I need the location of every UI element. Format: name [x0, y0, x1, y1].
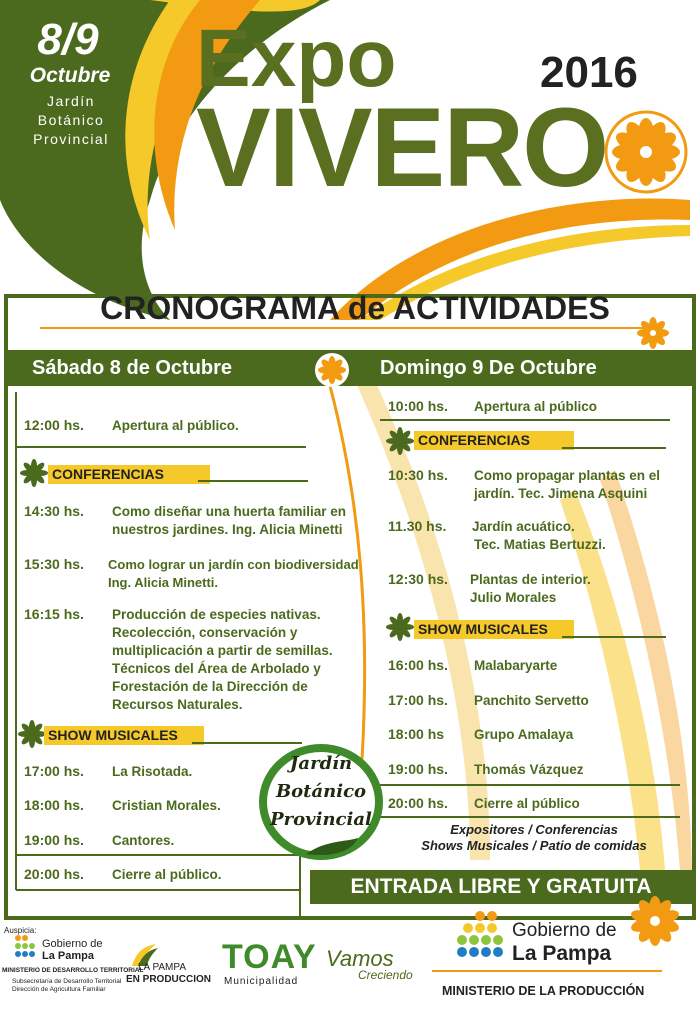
sun-shows-label: SHOW MUSICALES — [414, 620, 574, 639]
desc-line: Como propagar plantas en el — [474, 468, 661, 483]
sat-shows-label: SHOW MUSICALES — [44, 726, 204, 745]
gov-logo-small — [42, 938, 103, 962]
sat-show-time: 19:00 hs. — [24, 832, 84, 848]
divider — [432, 970, 662, 972]
sun-show-name: Grupo Amalaya — [474, 727, 574, 742]
sun-opening-time: 10:00 hs. — [388, 398, 448, 414]
event-year: 2016 — [540, 48, 638, 97]
badge-text — [256, 750, 386, 834]
dots-logo-icon — [456, 910, 510, 964]
gov-logo-big-line2: La Pampa — [512, 942, 612, 965]
event-month: Octubre — [29, 64, 111, 87]
sat-conf-desc — [112, 503, 346, 539]
toay-subtitle: Municipalidad — [224, 976, 299, 987]
subsecretaria-text: Subsecretaría de Desarrollo Territorial — [12, 978, 122, 985]
desc-line: Ing. Alicia Minetti. — [108, 575, 219, 590]
sat-show-time: 17:00 hs. — [24, 763, 84, 779]
gov-logo-big-line1: Gobierno de — [512, 920, 617, 941]
sunday-heading: Domingo 9 De Octubre — [380, 357, 597, 379]
flower-icon — [636, 316, 670, 350]
sat-conf-desc — [108, 556, 359, 592]
sun-closing-time: 20:00 hs. — [388, 795, 448, 811]
services-note — [384, 822, 684, 854]
desc-line: Jardín acuático. — [472, 519, 575, 534]
divider — [380, 419, 670, 421]
ministry-production: MINISTERIO DE LA PRODUCCIÓN — [442, 984, 645, 998]
ministry-territorial: MINISTERIO DE DESARROLLO TERRITORIAL — [2, 967, 144, 974]
title-expo: Expo — [196, 13, 397, 104]
garden-badge — [256, 742, 386, 862]
sat-opening-time: 12:00 hs. — [24, 417, 84, 433]
sat-closing-text: Cierre al público. — [112, 867, 222, 882]
desc-line: Tec. Matias Bertuzzi. — [474, 537, 606, 552]
divider — [16, 446, 306, 448]
sun-show-time: 18:00 hs — [388, 726, 445, 742]
divider — [562, 447, 666, 449]
sun-show-time: 19:00 hs. — [388, 761, 448, 777]
leaf-icon — [384, 426, 416, 456]
logo-text: La Pampa — [42, 950, 94, 962]
desc-line: Producción de especies nativas. — [112, 607, 321, 622]
sun-conf-desc — [472, 518, 606, 554]
desc-line: multiplicación a partir de semillas. — [112, 643, 333, 658]
venue-name — [12, 92, 130, 149]
sat-closing-time: 20:00 hs. — [24, 866, 84, 882]
free-entry-banner: ENTRADA LIBRE Y GRATUITA — [310, 870, 692, 904]
flower-icon — [314, 352, 350, 388]
flower-icon — [626, 892, 684, 950]
desc-line: Julio Morales — [470, 590, 557, 605]
sun-show-name: Malabaryarte — [474, 658, 558, 673]
event-dates: 8/9 — [37, 15, 99, 64]
sat-conf-time: 14:30 hs. — [24, 503, 84, 519]
schedule-title: CRONOGRAMA de ACTIVIDADES — [100, 290, 610, 326]
note-line: Shows Musicales / Patio de comidas — [421, 838, 647, 853]
sat-conferences-label: CONFERENCIAS — [48, 465, 210, 484]
logo-text: LA PAMPA — [138, 962, 186, 973]
desc-line: Como diseñar una huerta familiar en — [112, 504, 347, 519]
leaf-icon — [384, 612, 416, 642]
note-line: Expositores / Conferencias — [450, 822, 618, 837]
venue-line: Provincial — [33, 131, 109, 147]
badge-line: Provincial — [270, 809, 372, 830]
sun-show-time: 16:00 hs. — [388, 657, 448, 673]
badge-line: Botánico — [275, 781, 367, 802]
badge-line: Jardín — [289, 753, 353, 774]
logo-text: Gobierno de — [42, 938, 103, 950]
sun-conf-desc — [470, 571, 591, 607]
dots-logo-icon — [14, 934, 42, 962]
desc-line: Plantas de interior. — [470, 572, 591, 587]
vamos-logo: Vamos — [326, 946, 394, 971]
leaf-icon — [18, 458, 50, 488]
venue-line: Jardín — [47, 93, 95, 109]
sun-conferences-label: CONFERENCIAS — [414, 431, 574, 450]
sun-conf-time: 11.30 hs. — [388, 518, 447, 534]
sat-show-name: Cantores. — [112, 833, 175, 848]
sun-conf-time: 10:30 hs. — [388, 467, 448, 483]
sat-conf-time: 16:15 hs. — [24, 606, 84, 622]
lp-produccion-subtitle: EN PRODUCCION — [126, 974, 212, 985]
sun-conf-desc — [474, 467, 660, 503]
lp-produccion-logo — [138, 962, 186, 973]
flower-icon — [604, 110, 688, 194]
sat-show-name: La Risotada. — [112, 764, 193, 779]
sun-conf-time: 12:30 hs. — [388, 571, 448, 587]
divider — [380, 784, 680, 786]
desc-line: Como lograr un jardín con biodiversidad — [108, 557, 359, 572]
desc-line: Forestación de la Dirección de — [112, 679, 308, 694]
sponsor-label: Auspicia: — [4, 926, 37, 935]
sat-opening-text: Apertura al público. — [112, 418, 239, 433]
desc-line: jardín. Tec. Jimena Asquini — [474, 486, 648, 501]
sun-closing-text: Cierre al público — [474, 796, 580, 811]
sun-opening-text: Apertura al público — [474, 399, 598, 414]
sat-conf-desc — [112, 606, 333, 714]
desc-line: Técnicos del Área de Arbolado y — [112, 661, 321, 676]
sat-show-name: Cristian Morales. — [112, 798, 221, 813]
title-vivero: VIVERO — [196, 85, 608, 210]
sat-conf-time: 15:30 hs. — [24, 556, 84, 572]
sat-show-time: 18:00 hs. — [24, 797, 84, 813]
desc-line: Recursos Naturales. — [112, 697, 243, 712]
direccion-text: Dirección de Agricultura Familiar — [12, 986, 106, 993]
saturday-heading: Sábado 8 de Octubre — [32, 357, 233, 379]
desc-line: Recolección, conservación y — [112, 625, 298, 640]
vamos-subtitle: Creciendo — [358, 968, 413, 982]
sun-show-time: 17:00 hs. — [388, 692, 448, 708]
sun-show-name: Thomás Vázquez — [474, 762, 584, 777]
divider — [198, 480, 308, 482]
desc-line: nuestros jardines. Ing. Alicia Minetti — [112, 522, 343, 537]
divider — [562, 636, 666, 638]
sun-show-name: Panchito Servetto — [474, 693, 589, 708]
divider — [380, 816, 680, 818]
venue-line: Botánico — [37, 112, 105, 128]
toay-logo: TOAY — [222, 938, 317, 976]
